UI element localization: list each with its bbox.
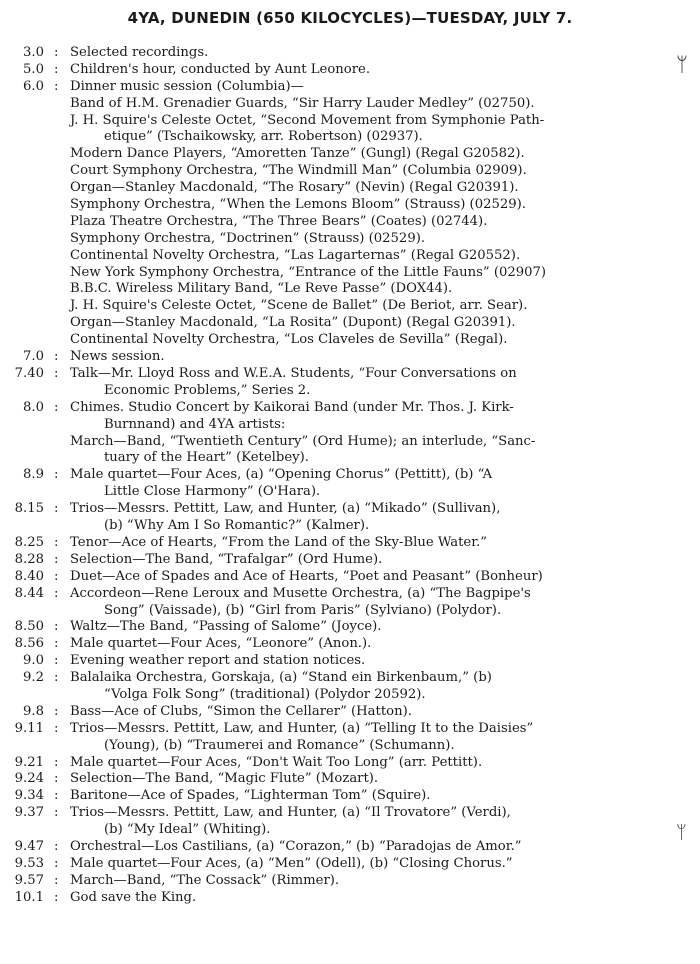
entry-time: 8.44 [14,585,44,601]
schedule-entry [0,552,700,569]
schedule-entry [0,467,700,501]
time-separator: : [54,534,59,550]
time-separator: : [54,399,59,415]
entry-text [70,839,522,856]
entry-line: New York Symphony Orchestra, “Entrance of the Little Fauns” (02907) [70,264,547,280]
entry-text [70,96,535,113]
schedule-subitem [0,434,700,468]
entry-text [70,163,527,180]
schedule-entry [0,721,700,755]
entry-text [70,146,525,163]
entry-line: Song” (Vaissade), (b) “Girl from Paris” (Sylviano) (Polydor). [104,602,502,618]
entry-line: Male quartet—Four Aces, “Don't Wait Too Long” (arr. Pettitt). [70,754,483,770]
entry-line: Symphony Orchestra, “When the Lemons Bloom” (Strauss) (02529). [70,197,526,213]
entry-text [70,586,531,620]
entry-time: 9.2 [23,670,44,686]
entry-line: Accordeon—Rene Leroux and Musette Orchestra, (a) “The Bagpipe's [70,585,531,601]
entry-line: (Young), (b) “Traumerei and Romance” (Schumann). [104,737,455,753]
entry-text [70,467,492,501]
entry-line: Little Close Harmony” (O'Hara). [104,484,321,500]
entry-line: Selection—The Band, “Magic Flute” (Mozart). [70,771,379,787]
time-separator: : [54,720,59,736]
entry-line: Burnnand) and 4YA artists: [104,416,286,432]
entry-line: Dinner music session (Columbia)— [70,78,304,94]
schedule-subitem [0,332,700,349]
schedule-entry [0,586,700,620]
entry-line: Organ—Stanley Macdonald, “La Rosita” (Dupont) (Regal G20391). [70,315,516,331]
entry-line: Selected recordings. [70,45,209,60]
entry-time: 8.0 [23,399,44,415]
schedule-subitem [0,298,700,315]
entry-line: (b) “My Ideal” (Whiting). [104,822,271,838]
schedule-subitem [0,231,700,248]
entry-text [70,721,533,755]
entry-line: Continental Novelty Orchestra, “Las Lagarternas” (Regal G20552). [70,247,521,263]
entry-text [70,315,516,332]
entry-time: 6.0 [23,78,44,94]
entry-time: 3.0 [23,45,44,60]
entry-line: Modern Dance Players, “Amoretten Tanze” (Gungl) (Regal G20582). [70,146,525,162]
entry-text [70,805,511,839]
entry-line: Tenor—Ace of Hearts, “From the Land of the Sky-Blue Water.” [70,534,487,550]
entry-time: 9.47 [14,839,44,855]
entry-line: Bass—Ace of Clubs, “Simon the Cellarer” (Hatton). [70,703,412,719]
time-separator: : [54,754,59,770]
entry-text [70,771,378,788]
page-title: 4YA, DUNEDIN (650 KILOCYCLES)—TUESDAY, JULY 7. [127,9,573,27]
entry-line: Children's hour, conducted by Aunt Leonore. [70,61,371,77]
entry-line: Baritone—Ace of Spades, “Lighterman Tom” (Squire). [70,788,431,804]
time-separator: : [54,61,59,77]
programme-schedule [0,45,700,907]
entry-text [70,704,412,721]
schedule-entry [0,636,700,653]
time-separator: : [54,855,59,871]
entry-line: Symphony Orchestra, “Doctrinen” (Strauss) (02529). [70,230,426,246]
entry-line: “Volga Folk Song” (traditional) (Polydor 20592). [104,686,426,702]
time-separator: : [54,872,59,888]
entry-line: Band of H.M. Grenadier Guards, “Sir Harry Lauder Medley” (02750). [70,95,535,111]
entry-line: Male quartet—Four Aces, (a) “Men” (Odell), (b) “Closing Chorus.” [70,855,513,871]
entry-line: Waltz—The Band, “Passing of Salome” (Joyce). [70,619,382,635]
entry-text [70,856,513,873]
time-separator: : [54,805,59,821]
entry-time: 10.1 [14,889,44,905]
entry-line: Male quartet—Four Aces, “Leonore” (Anon.). [70,636,372,652]
schedule-subitem [0,197,700,214]
schedule-entry [0,619,700,636]
entry-time: 9.21 [14,754,44,770]
entry-line: March—Band, “Twentieth Century” (Ord Hume); an interlude, “Sanc- [70,433,536,449]
entry-line: tuary of the Heart” (Ketelbey). [104,450,309,466]
schedule-entry [0,704,700,721]
schedule-entry [0,856,700,873]
time-separator: : [54,467,59,483]
schedule-entry [0,755,700,772]
entry-time: 9.24 [14,771,44,787]
entry-line: Duet—Ace of Spades and Ace of Hearts, “Poet and Peasant” (Bonheur) [70,568,543,584]
entry-text [70,113,544,147]
entry-text [70,298,527,315]
schedule-subitem [0,96,700,113]
schedule-entry [0,501,700,535]
entry-line: March—Band, “The Cossack” (Rimmer). [70,872,340,888]
time-separator: : [54,501,59,517]
entry-line: (b) “Why Am I So Romantic?” (Kalmer). [104,518,370,534]
time-separator: : [54,568,59,584]
schedule-subitem [0,281,700,298]
entry-text [70,197,526,214]
time-separator: : [54,365,59,381]
entry-time: 8.56 [14,636,44,652]
entry-line: Continental Novelty Orchestra, “Los Claveles de Sevilla” (Regal). [70,332,508,348]
entry-line: Plaza Theatre Orchestra, “The Three Bears” (Coates) (02744). [70,213,488,229]
entry-time: 8.28 [14,551,44,567]
entry-line: Organ—Stanley Macdonald, “The Rosary” (Nevin) (Regal G20391). [70,180,519,196]
entry-line: Orchestral—Los Castilians, (a) “Corazon,” (b) “Paradojas de Amor.” [70,839,522,855]
entry-text [70,366,517,400]
schedule-entry [0,788,700,805]
entry-text [70,400,514,434]
entry-time: 7.40 [14,365,44,381]
schedule-entry [0,535,700,552]
schedule-entry [0,771,700,788]
entry-line: Selection—The Band, “Trafalgar” (Ord Hume). [70,551,383,567]
entry-line: Male quartet—Four Aces, (a) “Opening Chorus” (Pettitt), (b) “A [70,467,493,483]
schedule-subitem [0,163,700,180]
entry-text [70,231,425,248]
entry-time: 8.15 [14,501,44,517]
schedule-subitem [0,180,700,197]
entry-text [70,636,371,653]
schedule-entry [0,839,700,856]
schedule-subitem [0,113,700,147]
time-separator: : [54,45,59,60]
entry-text [70,890,196,907]
time-separator: : [54,619,59,635]
schedule-entry [0,569,700,586]
schedule-entry [0,366,700,400]
entry-text [70,349,165,366]
entry-line: Court Symphony Orchestra, “The Windmill Man” (Columbia 02909). [70,163,527,179]
entry-time: 5.0 [23,61,44,77]
schedule-entry [0,400,700,434]
schedule-entry [0,873,700,890]
ink-smudge-icon: ᛘ [676,52,688,76]
entry-time: 9.34 [14,788,44,804]
entry-text [70,788,431,805]
entry-line: News session. [70,349,165,365]
entry-time: 9.0 [23,653,44,669]
schedule-subitem [0,248,700,265]
entry-text [70,501,500,535]
schedule-entry [0,79,700,96]
entry-line: God save the King. [70,889,197,905]
entry-time: 9.37 [14,805,44,821]
schedule-subitem [0,214,700,231]
entry-text [70,569,543,586]
entry-line: J. H. Squire's Celeste Octet, “Scene de Ballet” (De Beriot, arr. Sear). [70,298,528,314]
schedule-entry [0,62,700,79]
entry-text [70,535,487,552]
schedule-entry [0,805,700,839]
schedule-subitem [0,265,700,282]
time-separator: : [54,839,59,855]
entry-text [70,653,365,670]
entry-text [70,670,492,704]
entry-line: Economic Problems,” Series 2. [104,382,311,398]
time-separator: : [54,551,59,567]
schedule-entry [0,653,700,670]
time-separator: : [54,653,59,669]
entry-line: Balalaika Orchestra, Gorskaja, (a) “Stand ein Birkenbaum,” (b) [70,670,492,686]
entry-text [70,332,507,349]
schedule-entry [0,45,700,62]
schedule-entry [0,349,700,366]
time-separator: : [54,889,59,905]
entry-text [70,248,520,265]
entry-time: 8.9 [23,467,44,483]
entry-text [70,265,546,282]
time-separator: : [54,349,59,365]
entry-line: Trios—Messrs. Pettitt, Law, and Hunter, (a) “Telling It to the Daisies” [70,720,534,736]
entry-text [70,873,339,890]
entry-text [70,214,487,231]
ink-smudge-icon: ᛘ [676,822,687,843]
entry-time: 9.53 [14,855,44,871]
entry-line: Chimes. Studio Concert by Kaikorai Band (under Mr. Thos. J. Kirk- [70,399,514,415]
entry-line: J. H. Squire's Celeste Octet, “Second Movement from Symphonie Path- [70,112,545,128]
entry-time: 8.50 [14,619,44,635]
entry-line: B.B.C. Wireless Military Band, “Le Reve Passe” (DOX44). [70,281,453,297]
entry-time: 9.57 [14,872,44,888]
entry-text [70,180,519,197]
entry-time: 9.11 [14,720,44,736]
time-separator: : [54,78,59,94]
schedule-entry [0,890,700,907]
entry-time: 7.0 [23,349,44,365]
entry-time: 9.8 [23,703,44,719]
entry-text [70,552,382,569]
schedule-entry [0,670,700,704]
entry-text [70,79,304,96]
entry-text [70,281,452,298]
entry-line: etique” (Tschaikowsky, arr. Robertson) (02937). [104,129,423,145]
schedule-subitem [0,146,700,163]
entry-line: Evening weather report and station notices. [70,653,366,669]
time-separator: : [54,670,59,686]
entry-line: Trios—Messrs. Pettitt, Law, and Hunter, (a) “Mikado” (Sullivan), [70,501,501,517]
time-separator: : [54,788,59,804]
time-separator: : [54,636,59,652]
schedule-subitem [0,315,700,332]
entry-text [70,755,482,772]
time-separator: : [54,585,59,601]
entry-line: Talk—Mr. Lloyd Ross and W.E.A. Students, “Four Conversations on [70,365,517,381]
time-separator: : [54,771,59,787]
entry-text [70,45,208,62]
entry-time: 8.40 [14,568,44,584]
entry-text [70,62,370,79]
entry-text [70,619,382,636]
entry-time: 8.25 [14,534,44,550]
entry-line: Trios—Messrs. Pettitt, Law, and Hunter, (a) “Il Trovatore” (Verdi), [70,805,511,821]
time-separator: : [54,703,59,719]
entry-text [70,434,535,468]
